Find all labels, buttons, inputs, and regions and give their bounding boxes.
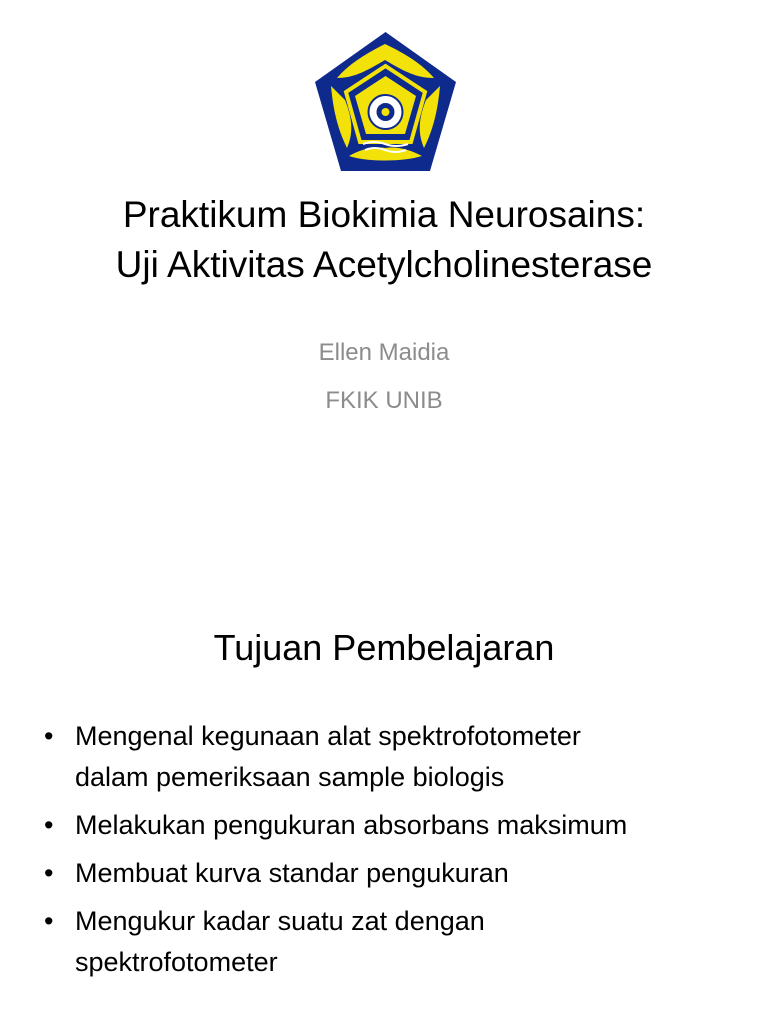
university-logo-icon xyxy=(313,30,458,173)
list-item-line-1: Melakukan pengukuran absorbans maksimum xyxy=(75,810,628,840)
list-item-line-2: spektrofotometer xyxy=(75,947,278,977)
list-item-line-1: Membuat kurva standar pengukuran xyxy=(75,858,509,888)
list-item xyxy=(42,805,732,846)
organization-name: FKIK UNIB xyxy=(325,387,443,414)
objectives-heading: Tujuan Pembelajaran xyxy=(213,627,555,668)
bullet-icon: • xyxy=(44,721,54,751)
slide-title-line-2: Uji Aktivitas Acetylcholinesterase xyxy=(115,244,653,285)
bullet-icon: • xyxy=(44,906,54,936)
slide-title xyxy=(0,190,768,290)
author-name: Ellen Maidia xyxy=(318,339,450,366)
bullet-icon: • xyxy=(44,810,54,840)
objectives-list xyxy=(42,716,732,990)
list-item xyxy=(42,901,732,983)
list-item xyxy=(42,853,732,894)
objectives-slide xyxy=(0,576,768,1024)
list-item-line-1: Mengukur kadar suatu zat dengan xyxy=(75,906,485,936)
list-item-line-2: dalam pemeriksaan sample biologis xyxy=(75,762,505,792)
list-item-line-1: Mengenal kegunaan alat spektrofotometer xyxy=(75,721,581,751)
slide-title-line-1: Praktikum Biokimia Neurosains: xyxy=(122,194,646,235)
list-item xyxy=(42,716,732,798)
bullet-icon: • xyxy=(44,858,54,888)
